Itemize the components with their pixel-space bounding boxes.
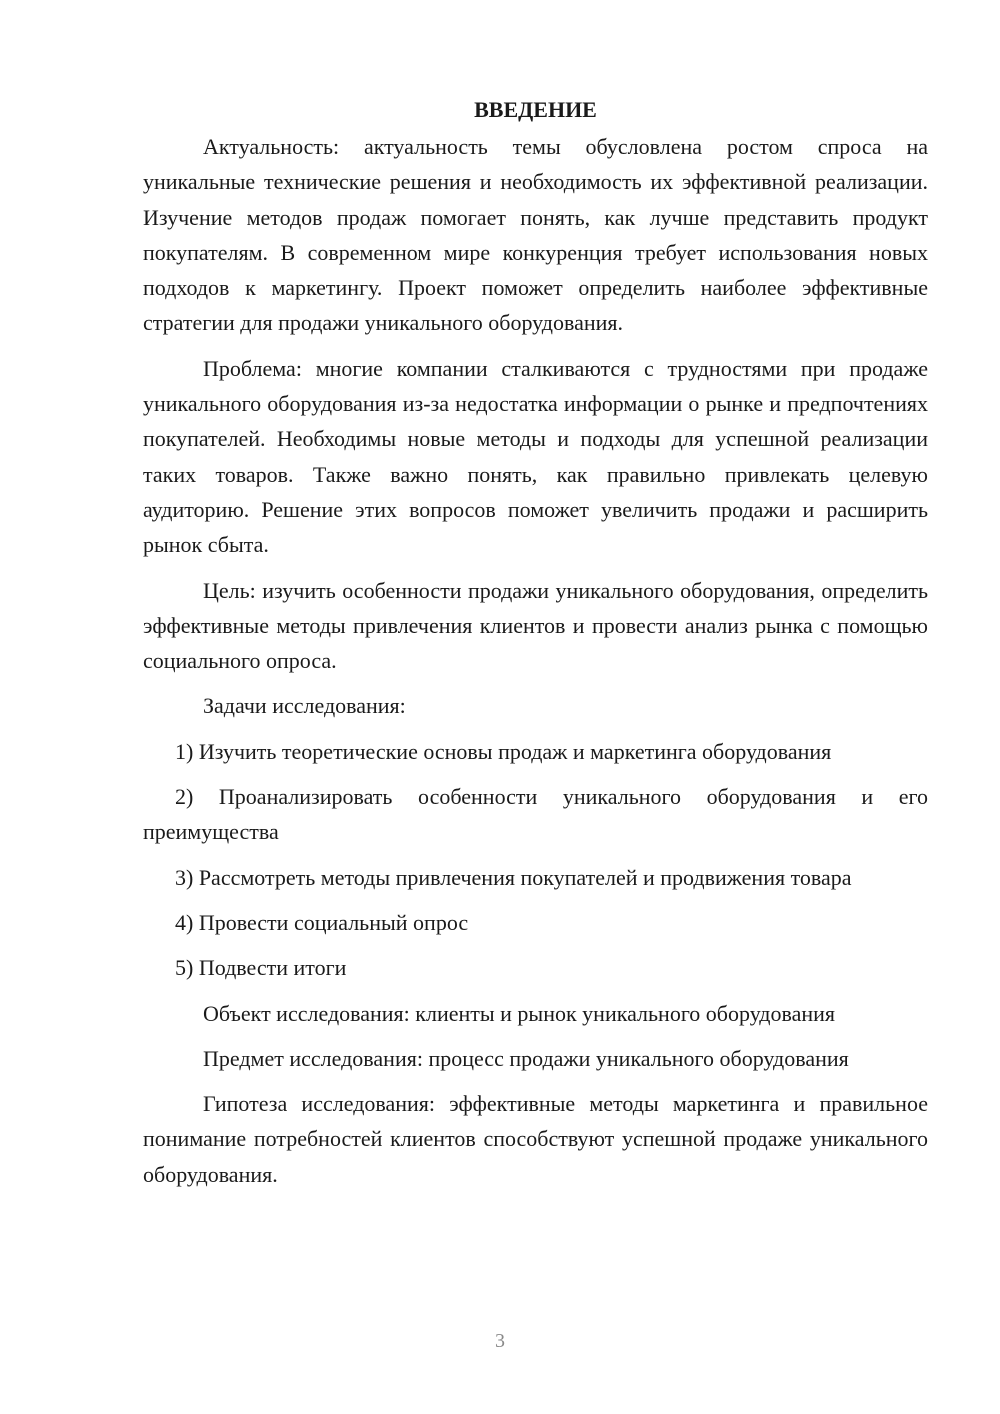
hypothesis-paragraph: Гипотеза исследования: эффективные методы маркетинга и правильное понимание потребностей клиентов способствуют успешной продаже уникального оборудования. [143,1091,928,1187]
page-title: ВВЕДЕНИЕ [474,97,597,122]
problem-paragraph: Проблема: многие компании сталкиваются с трудностями при продаже уникального оборудования из-за недостатка информации о рынке и предпочтениях покупателей. Необходимы новые методы и подходы для успешной реализации таких товаров. Также важно понять, как правильно привлекать целевую аудиторию. Решение этих вопросов поможет увеличить продажи и расширить рынок сбыта. [143,355,928,558]
task-item: 5) Подвести итоги [175,955,347,981]
document-page [143,92,928,1202]
page-number: 3 [495,1330,505,1352]
relevance-paragraph: Актуальность: актуальность темы обусловлена ростом спроса на уникальные технические решения и необходимость их эффективной реализации. Изучение методов продаж помогает понять, как лучше представить продукт покупателям. В современном мире конкуренция требует использования новых подходов к маркетингу. Проект поможет определить наиболее эффективные стратегии для продажи уникального оборудования. [143,134,928,336]
task-item: 2) Проанализировать особенности уникального оборудования и его преимущества [143,784,928,845]
object-paragraph: Объект исследования: клиенты и рынок уникального оборудования [203,1000,836,1026]
task-item: 1) Изучить теоретические основы продаж и маркетинга оборудования [175,738,832,764]
task-item: 4) Провести социальный опрос [175,909,469,935]
task-item: 3) Рассмотреть методы привлечения покупателей и продвижения товара [175,864,852,890]
tasks-heading: Задачи исследования: [203,693,406,719]
subject-paragraph: Предмет исследования: процесс продажи уникального оборудования [203,1045,849,1071]
goal-paragraph: Цель: изучить особенности продажи уникального оборудования, определить эффективные методы привлечения клиентов и провести анализ рынка с помощью социального опроса. [143,577,928,674]
